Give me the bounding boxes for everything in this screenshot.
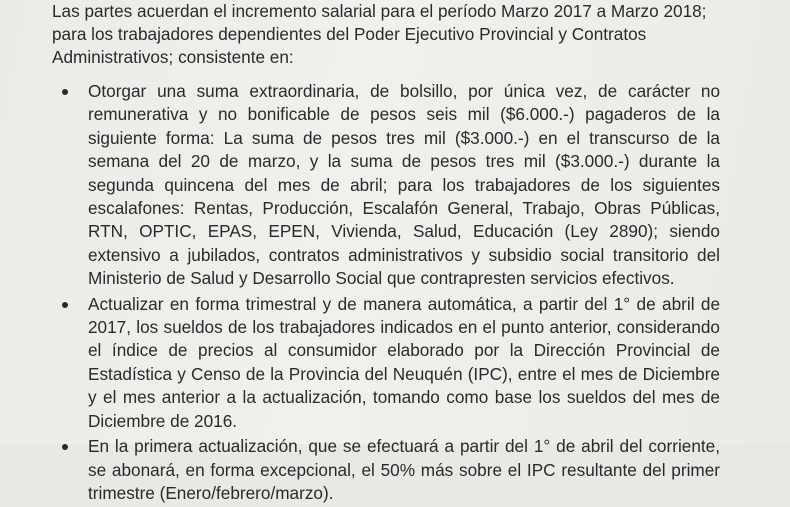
list-item: [60, 293, 720, 433]
agreement-list: [60, 80, 720, 507]
bullet-icon: [62, 302, 68, 308]
list-item-text: Otorgar una suma extraordinaria, de bolsillo, por única vez, de carácter no remunerativa y no bonificable de pesos seis mil ($6.000.-) pagaderos de la siguiente forma: La suma de pesos tres mil ($3.000.-) en el transcurso de la semana del 20 de marzo, y la suma de pesos tres mil ($3.000.-) durante la segunda quincena del mes de abril; para los trabajadores de los siguientes escalafones: Rentas, Producción, Escalafón General, Trabajo, Obras Públicas, RTN, OPTIC, EPAS, EPEN, Vivienda, Salud, Educación (Ley 2890); siendo extensivo a jubilados, contratos administrativos y subsidio social transitorio del Ministerio de Salud y Desarrollo Social que contrapresten servicios efectivos.: [88, 81, 720, 289]
list-item: [60, 435, 720, 505]
list-item: [60, 80, 720, 291]
bullet-icon: [62, 444, 68, 450]
intro-paragraph: Las partes acuerdan el incremento salarial para el período Marzo 2017 a Marzo 2018; para los trabajadores dependientes del Poder Ejecutivo Provincial y Contratos Administrativos; consistente en:: [52, 1, 707, 68]
bullet-icon: [62, 89, 68, 95]
list-item-text: En la primera actualización, que se efectuará a partir del 1° de abril del corriente, se abonará, en forma excepcional, el 50% más sobre el IPC resultante del primer trimestre (Enero/febrero/marzo).: [88, 436, 720, 503]
list-item-text: Actualizar en forma trimestral y de manera automática, a partir del 1° de abril de 2017, los sueldos de los trabajadores indicados en el punto anterior, considerando el índice de precios al consumidor elaborado por la Dirección Provincial de Estadística y Censo de la Provincia del Neuquén (IPC), entre el mes de Diciembre y el mes anterior a la actualización, tomando como base los sueldos del mes de Diciembre de 2016.: [88, 293, 720, 431]
